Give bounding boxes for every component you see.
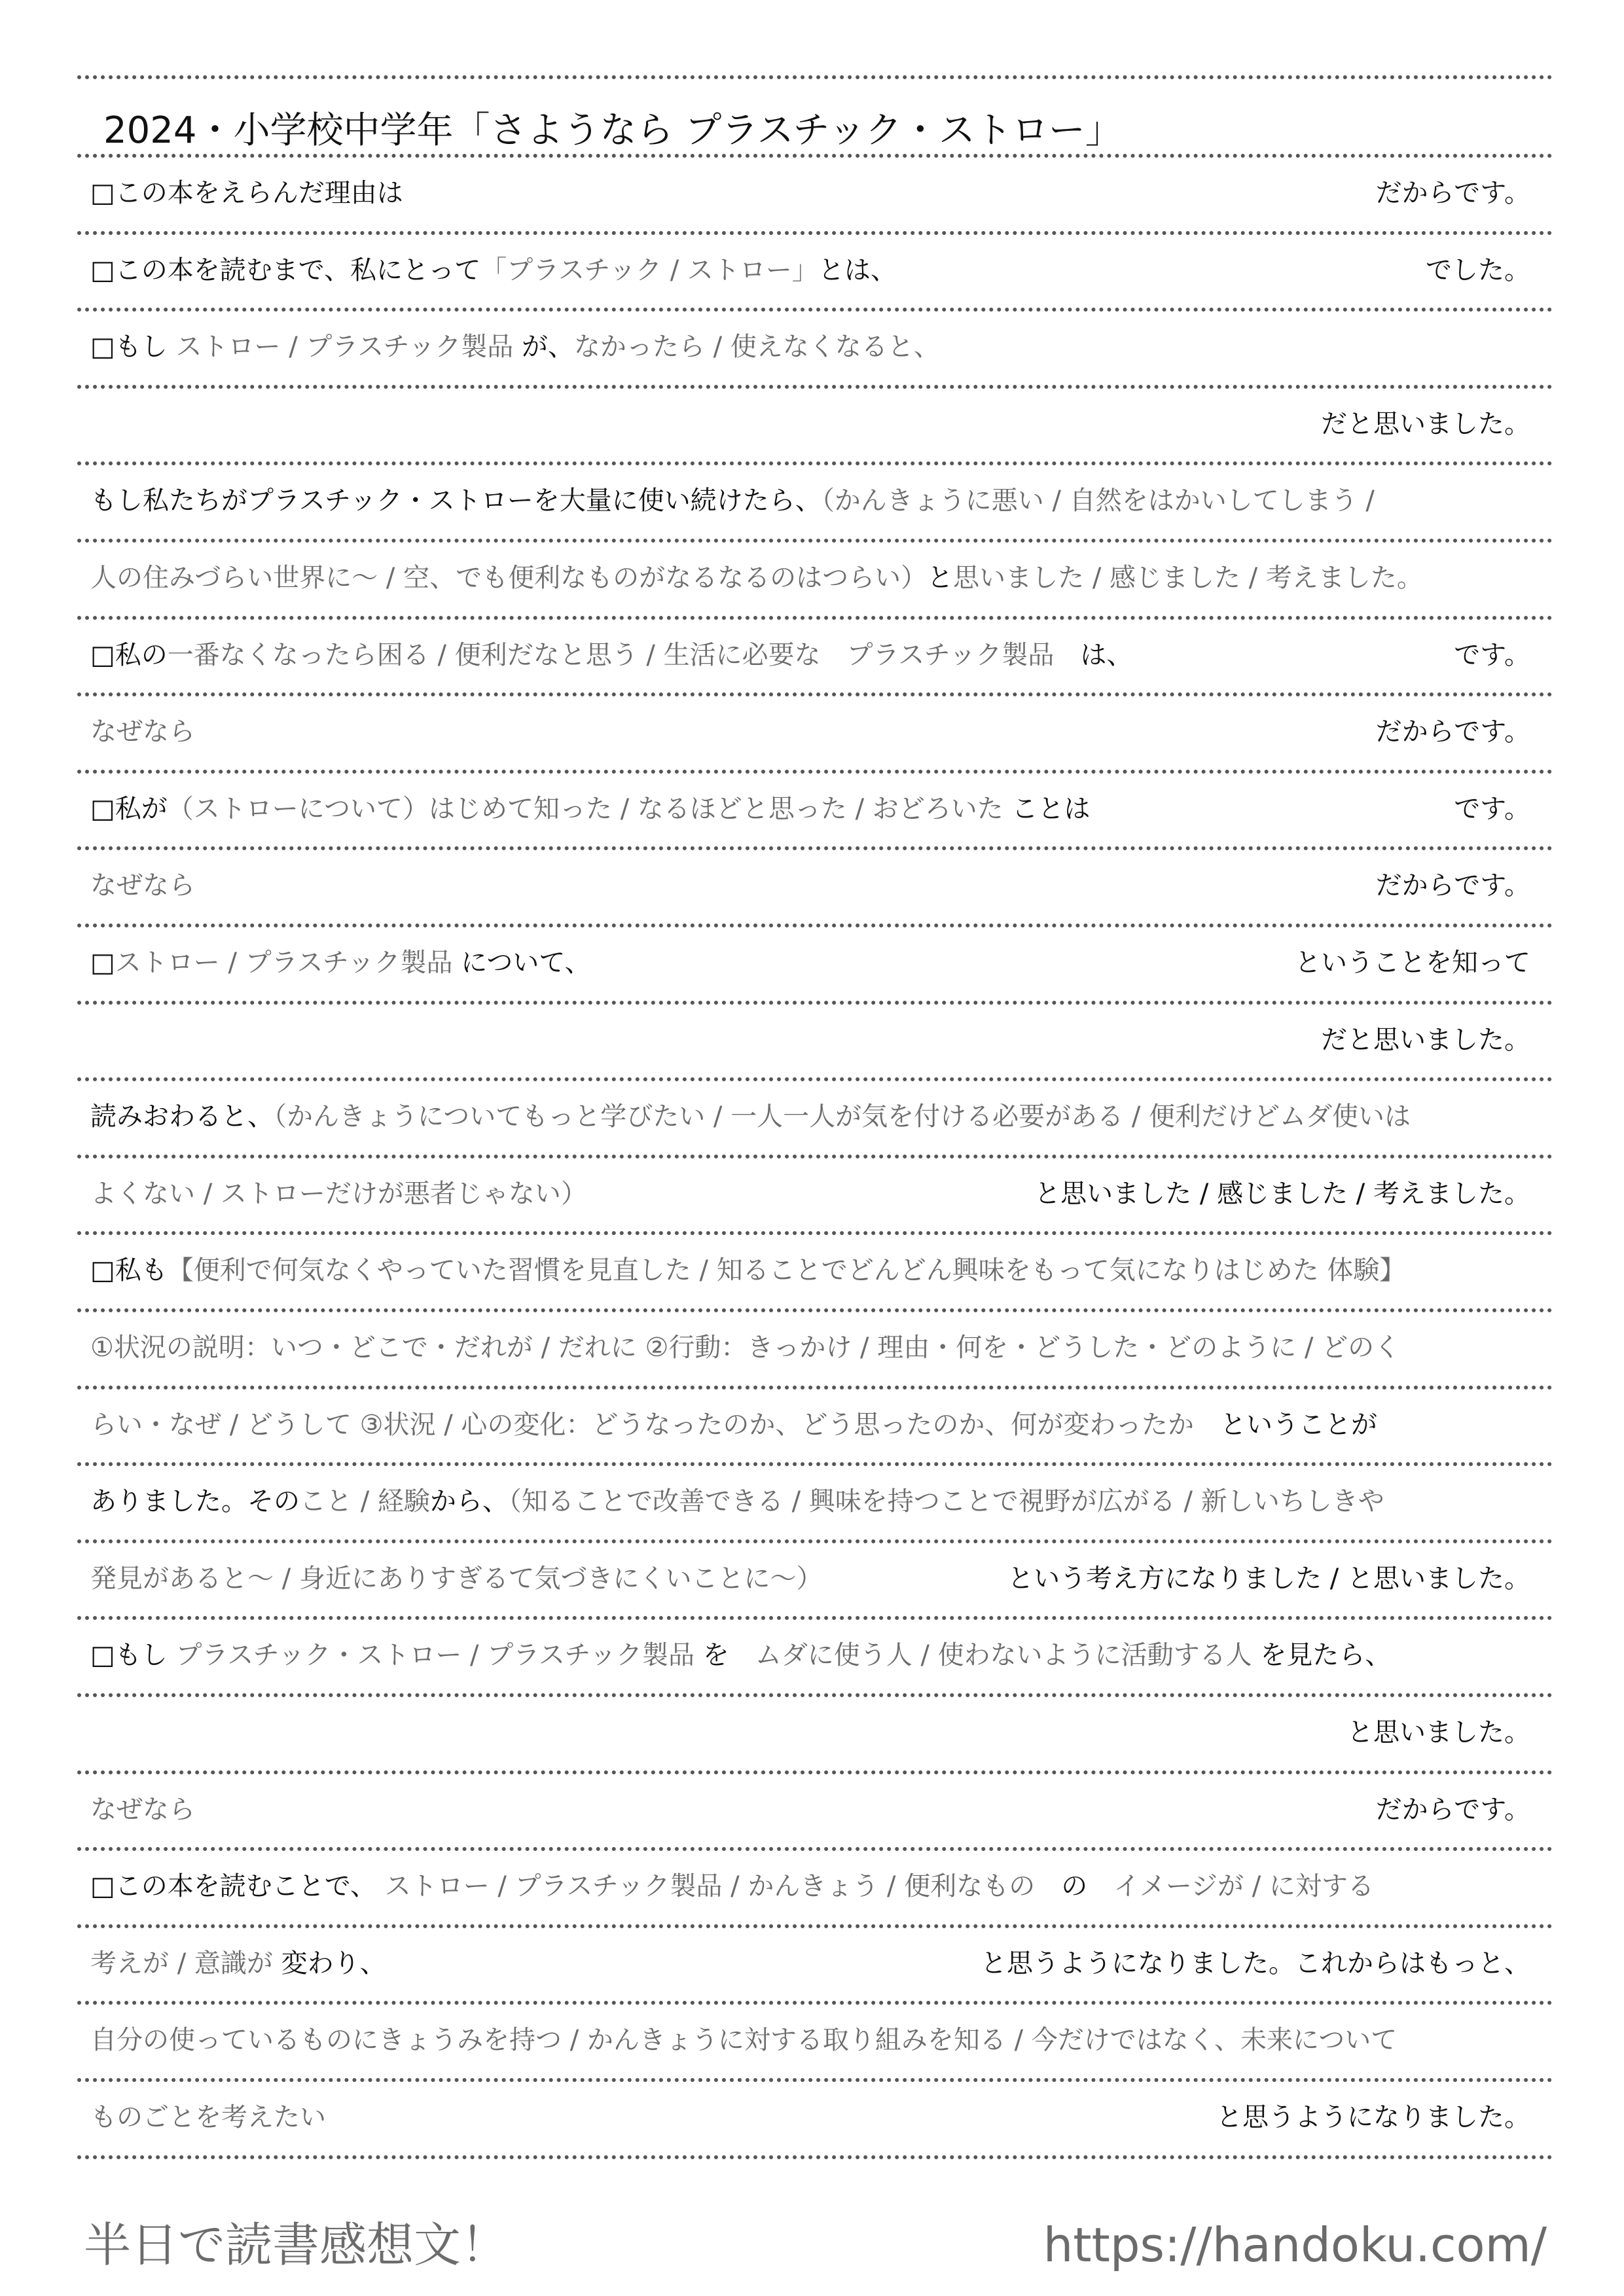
example-text: （知ることで改善できる / 興味を持つことで視野が広がる / 新しいちしきや [508,1486,1384,1517]
line-prompt [90,1168,587,1220]
rule-line [77,1001,1553,1005]
worksheet-line [90,167,1530,219]
worksheet-line [90,1321,1530,1374]
rule-line [77,1077,1553,1081]
rule-line [77,1231,1553,1235]
line-ending: ということを知って [1295,948,1530,978]
line-prompt [90,1937,386,1990]
line-prompt [90,552,1423,604]
prompt-text: を見たら、 [1260,1640,1392,1671]
prompt-text: の [1061,1871,1114,1902]
rule-line [77,539,1553,543]
worksheet-line [90,1552,1530,1605]
worksheet-line [90,398,1530,450]
rule-line [77,692,1553,696]
rule-line [77,846,1553,850]
example-text: 人の住みづらい世界に〜 / 空、でも便利なものがなるなるのはつらい） [90,563,928,593]
prompt-text: もし私たちがプラスチック・ストローを大量に使い続けたら、 [90,486,821,516]
example-text: 「プラスチック / ストロー」 [480,255,818,285]
line-prompt [90,859,195,912]
example-text: ①状況の説明：いつ・どこで・だれが / だれに ②行動：きっかけ / 理由・何を・どうした・どのように / どのく [90,1333,1401,1363]
line-prompt [90,1475,1384,1528]
prompt-text: □この本を読むことで、 [90,1871,385,1902]
example-text: ストロー / プラスチック製品 / かんきょう / 便利なもの [384,1871,1062,1902]
example-text: 発見があると〜 / 身近にありすぎるて気づきにくいことに〜） [90,1563,823,1594]
worksheet-line [90,244,1530,296]
rule-line [77,154,1553,158]
worksheet-line [90,1244,1530,1297]
worksheet-line [90,1399,1530,1451]
prompt-text: □もし [90,332,176,363]
line-prompt [90,937,591,989]
line-prompt [90,783,1091,835]
worksheet-line [90,937,1530,989]
example-text: らい・なぜ / どうして ③状況 / 心の変化：どうなったのか、どう思ったのか、何が変わったか [90,1409,1220,1440]
footer-url[interactable]: https://handoku.com/ [1043,2217,1547,2272]
example-text: 自分の使っているものにきょうみを持つ / かんきょうに対する取り組みを知る / 今だけではなく、未来について [90,2025,1398,2056]
rule-line [77,1924,1553,1928]
line-ending: です。 [1454,793,1530,824]
example-text: なぜなら [90,1794,195,1825]
worksheet-title: 2024・小学校中学年「さようなら プラスチック・ストロー」 [103,109,1122,152]
rule-line [77,924,1553,927]
rule-line [77,1308,1553,1312]
line-ending: という考え方になりました / と思いました。 [1007,1563,1530,1594]
prompt-text: ということが [1220,1409,1377,1440]
line-ending: だからです。 [1375,717,1530,747]
worksheet-line [90,1937,1530,1990]
example-text: こと / 経験 [300,1486,430,1517]
rule-line [77,616,1553,620]
example-text: なかったら / 使えなくなると、 [573,332,940,363]
rule-line [77,1386,1553,1390]
example-text: ムダに使う人 / 使わないように活動する人 [755,1640,1261,1671]
rule-top [77,75,1553,79]
prompt-text: □私も [90,1255,168,1286]
line-ending: と思いました。 [1347,1717,1530,1748]
line-ending: だと思いました。 [1321,1024,1530,1055]
example-text: ストロー / プラスチック製品 [115,948,461,978]
example-text: なぜなら [90,870,195,901]
line-prompt [90,475,1375,527]
rule-line [77,1847,1553,1851]
prompt-text: について、 [461,948,591,978]
line-prompt [90,1399,1377,1451]
line-ending: だからです。 [1375,178,1530,208]
example-text: （かんきょうに悪い / 自然をはかいしてしまう / [821,486,1375,516]
line-ending: でした。 [1426,255,1530,285]
line-prompt [90,167,403,219]
worksheet-line [90,1168,1530,1220]
example-text: 考えが / 意識が [90,1948,281,1979]
rule-line [77,1693,1553,1697]
rule-line [77,2078,1553,2082]
line-prompt [90,1321,1400,1374]
rule-line [77,308,1553,312]
rule-line [77,231,1553,235]
rule-line [77,2155,1553,2159]
line-prompt [90,1552,823,1605]
prompt-text: が、 [521,332,574,363]
example-text: プラスチック・ストロー / プラスチック製品 [175,1640,703,1671]
prompt-text: □ [90,948,115,978]
prompt-text: から、 [429,1486,509,1517]
line-ending: と思いました / 感じました / 考えました。 [1034,1178,1530,1209]
rule-line [77,461,1553,465]
line-prompt [90,244,897,296]
example-text: なぜなら [90,717,195,747]
example-text: ものごとを考えたい [90,2102,326,2132]
example-text: 一番なくなったら困る / 便利だなと思う / 生活に必要な プラスチック製品 [167,639,1081,670]
prompt-text: □この本をえらんだ理由は [90,178,403,208]
line-prompt [90,2091,326,2144]
prompt-text: ことは [1011,793,1091,824]
rule-line [77,385,1553,389]
line-prompt [90,1244,1405,1297]
worksheet-line [90,1860,1530,1912]
worksheet-line [90,706,1530,758]
example-text: （かんきょうについてもっと学びたい / 一人一人が気を付ける必要がある / 便利だけどムダ使いは [274,1102,1411,1132]
worksheet-line [90,783,1530,835]
rule-line [77,1616,1553,1620]
line-ending: だからです。 [1375,1794,1530,1825]
worksheet-line [90,859,1530,912]
example-text: 思いました / 感じました / 考えました。 [953,563,1423,593]
prompt-text: 変わり、 [281,1948,386,1979]
line-prompt [90,321,940,373]
example-text: （ストローについて）はじめて知った / なるほどと思った / おどろいた [167,793,1012,824]
worksheet-line [90,1706,1530,1759]
line-ending: と思うようになりました。これからはもっと、 [981,1948,1530,1979]
worksheet-line [90,1014,1530,1066]
prompt-text: は、 [1080,639,1133,670]
rule-line [77,1155,1553,1158]
prompt-text: と [927,563,954,593]
worksheet-line [90,552,1530,604]
worksheet-line [90,321,1530,373]
line-prompt [90,2014,1397,2066]
worksheet-line [90,1090,1530,1143]
example-text: ストロー / プラスチック製品 [175,332,522,363]
example-text: よくない / ストローだけが悪者じゃない） [90,1178,587,1209]
line-ending: と思うようになりました。 [1216,2102,1530,2132]
line-ending: だと思いました。 [1321,408,1530,439]
worksheet-line [90,475,1530,527]
line-ending: だからです。 [1375,870,1530,901]
rule-line [77,1770,1553,1774]
example-text: 【便利で何気なくやっていた習慣を見直した / 知ることでどんどん興味をもって気になりはじめた 体験】 [167,1255,1406,1286]
prompt-text: 読みおわると、 [90,1102,274,1132]
footer-brand: 半日で読書感想文！ [84,2217,509,2272]
rule-line [77,2001,1553,2005]
line-prompt [90,706,195,758]
line-prompt [90,629,1132,681]
example-text: イメージが / に対する [1113,1871,1374,1902]
rule-line [77,1539,1553,1543]
worksheet-line [90,1784,1530,1836]
prompt-text: □もし [90,1640,176,1671]
worksheet-line [90,2091,1530,2144]
worksheet-line [90,1629,1530,1681]
prompt-text: □私の [90,639,168,670]
line-prompt [90,1860,1374,1912]
prompt-text: ありました。その [90,1486,300,1517]
worksheet-line [90,629,1530,681]
rule-line [77,1462,1553,1466]
worksheet-line [90,1475,1530,1528]
prompt-text: □私が [90,793,168,824]
prompt-text: □この本を読むまで、私にとって [90,255,481,285]
rule-line [77,770,1553,774]
line-ending: です。 [1454,639,1530,670]
line-prompt [90,1784,195,1836]
line-prompt [90,1629,1391,1681]
worksheet-line [90,2014,1530,2066]
prompt-text: を [702,1640,755,1671]
prompt-text: とは、 [818,255,897,285]
line-prompt [90,1090,1411,1143]
